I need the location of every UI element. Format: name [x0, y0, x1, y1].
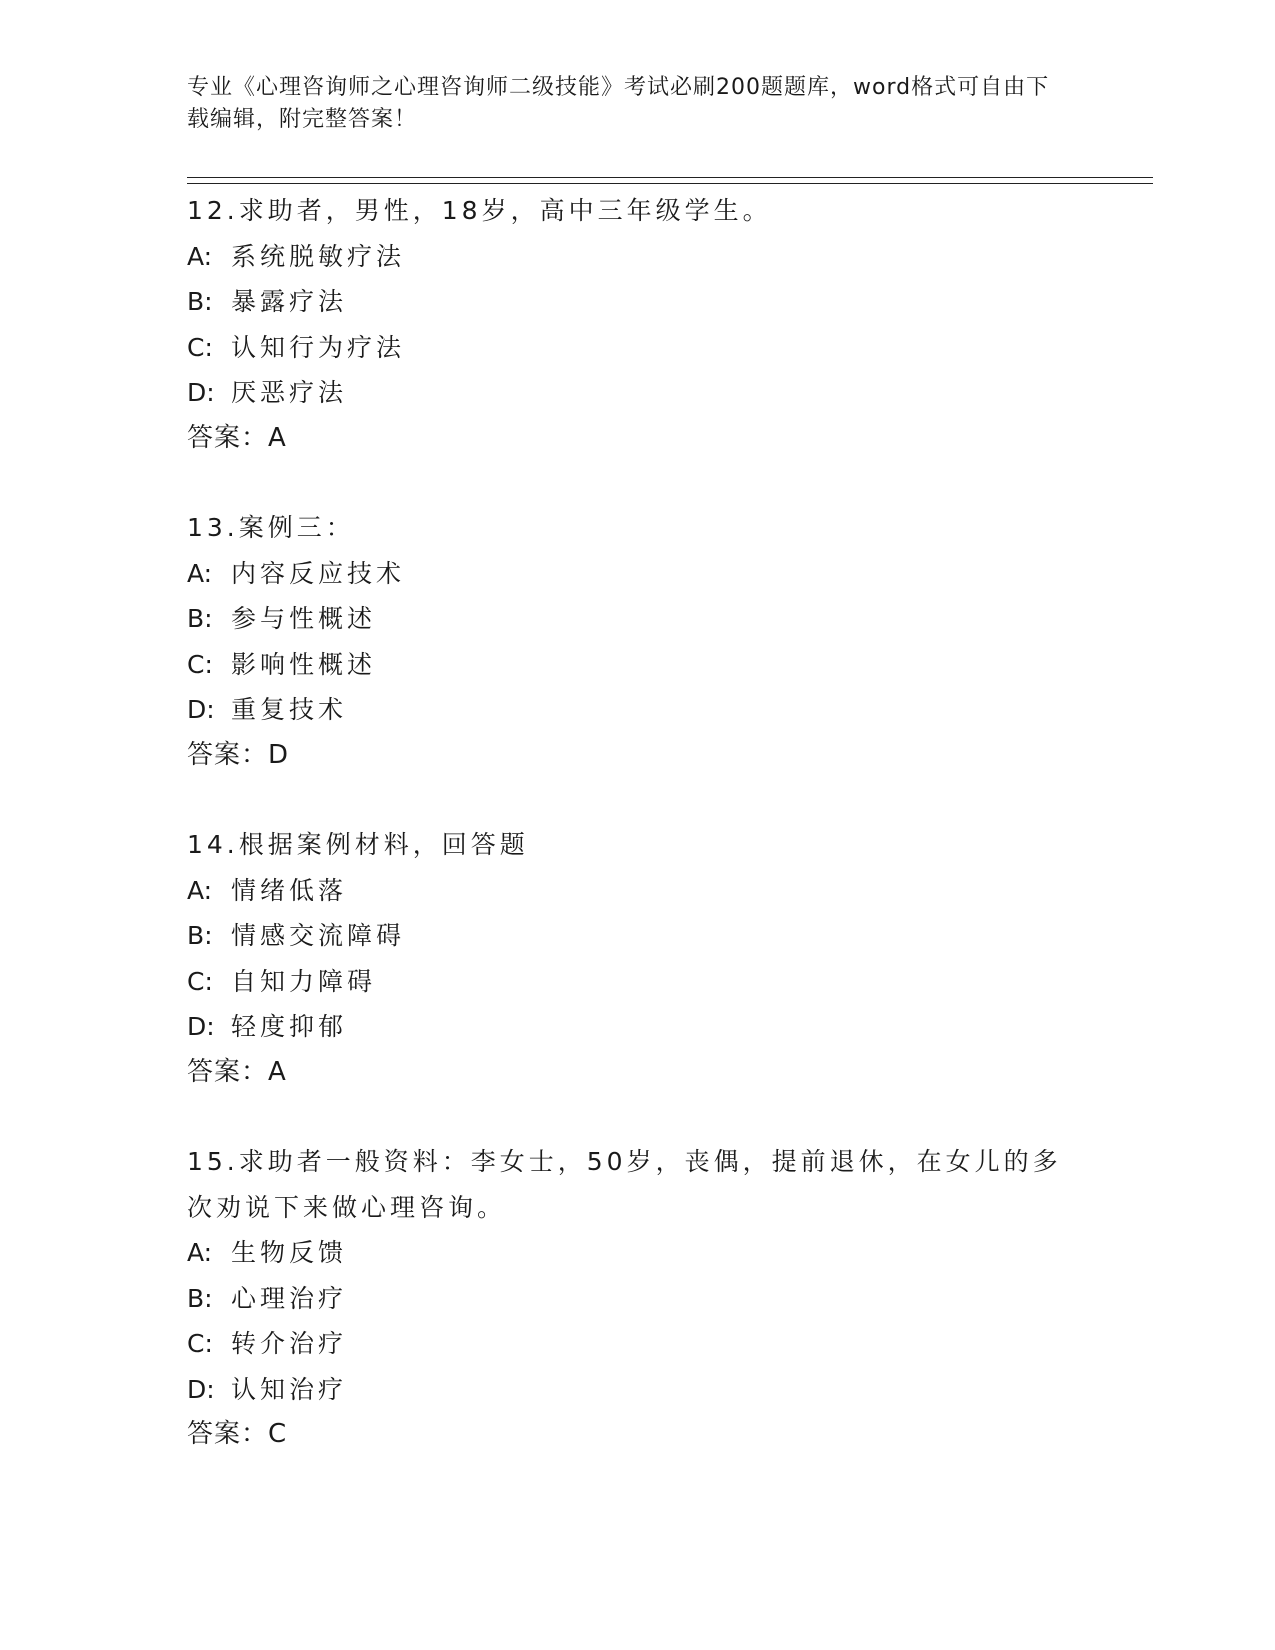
answer: 答案：C	[187, 1419, 288, 1449]
option-letter: C:	[187, 332, 213, 362]
option-letter: B:	[187, 604, 213, 633]
option-letter: D:	[187, 1012, 215, 1041]
option-letter: A:	[187, 875, 213, 905]
option-b	[187, 279, 1087, 325]
option-text: 情绪低落	[231, 875, 348, 905]
option-text: 认知治疗	[231, 1374, 348, 1404]
option-text: 影响性概述	[231, 649, 377, 679]
option-letter: D:	[187, 378, 215, 407]
option-c	[187, 325, 1087, 371]
header-rule-bottom	[187, 183, 1153, 184]
option-letter: D:	[187, 695, 215, 724]
option-b	[187, 1276, 1087, 1322]
option-text: 参与性概述	[231, 604, 377, 633]
answer: 答案：A	[187, 1056, 287, 1087]
question-stem: 14.根据案例材料，回答题	[187, 830, 529, 859]
option-letter: A:	[187, 241, 213, 271]
option-d	[187, 1367, 1087, 1413]
question-13	[187, 505, 1087, 778]
option-text: 情感交流障碍	[231, 921, 406, 950]
question-12	[187, 188, 1087, 461]
option-text: 厌恶疗法	[231, 378, 348, 407]
option-text: 自知力障碍	[231, 966, 377, 996]
question-stem: 15.求助者一般资料：李女士，50岁，丧偶，提前退休，在女儿的多次劝说下来做心理咨询。	[187, 1147, 1062, 1222]
option-text: 轻度抑郁	[231, 1012, 348, 1041]
option-letter: A:	[187, 558, 213, 588]
option-d	[187, 370, 1087, 416]
question-14	[187, 822, 1087, 1095]
option-c	[187, 642, 1087, 688]
option-letter: B:	[187, 1283, 213, 1313]
option-letter: B:	[187, 921, 213, 950]
option-letter: B:	[187, 287, 213, 316]
option-text: 转介治疗	[231, 1329, 348, 1358]
question-list	[187, 188, 1087, 1502]
header-rule-top	[187, 177, 1153, 178]
option-b	[187, 913, 1087, 959]
option-letter: D:	[187, 1374, 215, 1404]
option-text: 认知行为疗法	[231, 332, 406, 362]
answer: 答案：A	[187, 422, 287, 453]
option-letter: A:	[187, 1238, 213, 1267]
option-a	[187, 868, 1087, 914]
option-a	[187, 551, 1087, 597]
option-letter: C:	[187, 1329, 213, 1358]
option-text: 重复技术	[231, 695, 348, 724]
option-text: 心理治疗	[231, 1283, 348, 1313]
option-d	[187, 687, 1087, 733]
option-b	[187, 596, 1087, 642]
option-letter: C:	[187, 649, 213, 679]
option-a	[187, 1230, 1087, 1276]
option-text: 内容反应技术	[231, 558, 406, 588]
question-15	[187, 1139, 1087, 1458]
option-c	[187, 959, 1087, 1005]
option-text: 生物反馈	[231, 1238, 348, 1267]
option-d	[187, 1004, 1087, 1050]
option-text: 系统脱敏疗法	[231, 241, 406, 271]
document-header: 专业《心理咨询师之心理咨询师二级技能》考试必刷200题题库，word格式可自由下载编辑，附完整答案！	[187, 75, 1050, 132]
option-letter: C:	[187, 966, 213, 996]
question-stem: 12.求助者，男性，18岁，高中三年级学生。	[187, 196, 772, 225]
option-text: 暴露疗法	[231, 287, 348, 316]
answer: 答案：D	[187, 739, 290, 770]
option-a	[187, 234, 1087, 280]
question-stem: 13.案例三：	[187, 513, 355, 542]
option-c	[187, 1321, 1087, 1367]
